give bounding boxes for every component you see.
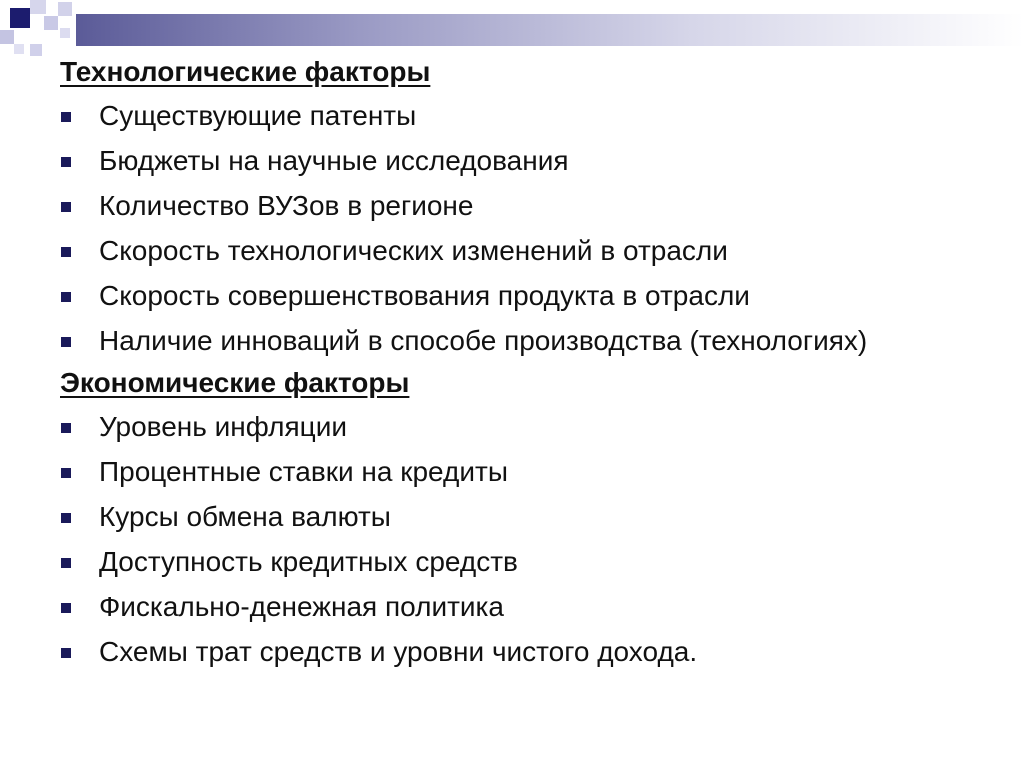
decor-square-lavender	[14, 44, 24, 54]
list-item-text: Доступность кредитных средств	[99, 546, 518, 577]
decor-square-lavender	[44, 16, 58, 30]
list-item	[60, 190, 969, 221]
list-item-text: Количество ВУЗов в регионе	[99, 190, 474, 221]
section-title: Экономические факторы	[60, 367, 410, 398]
decor-square-lavender	[30, 0, 46, 14]
list-item	[60, 325, 969, 356]
list-item-text: Наличие инноваций в способе производства (технологиях)	[99, 325, 868, 356]
square-bullet-icon	[61, 112, 71, 122]
square-bullet-icon	[61, 513, 71, 523]
square-bullet-icon	[61, 648, 71, 658]
square-bullet-icon	[61, 157, 71, 167]
decor-square-lavender	[60, 28, 70, 38]
square-bullet-icon	[61, 423, 71, 433]
square-bullet-icon	[61, 247, 71, 257]
list-item-text: Курсы обмена валюты	[99, 501, 391, 532]
list-item	[60, 280, 969, 311]
list-item-text: Уровень инфляции	[99, 411, 347, 442]
list-item	[60, 100, 969, 131]
decor-square-lavender	[58, 2, 72, 16]
list-item	[60, 636, 969, 667]
square-bullet-icon	[61, 468, 71, 478]
square-bullet-icon	[61, 202, 71, 212]
factor-list	[60, 100, 1010, 356]
list-item	[60, 235, 969, 266]
square-bullet-icon	[61, 603, 71, 613]
list-item-text: Схемы трат средств и уровни чистого дохода.	[99, 636, 698, 667]
section-technological-factors	[60, 54, 1010, 356]
list-item	[60, 456, 969, 487]
square-bullet-icon	[61, 558, 71, 568]
section-title: Технологические факторы	[60, 56, 431, 87]
slide-content	[60, 54, 1010, 667]
list-item-text: Фискально-денежная политика	[99, 591, 504, 622]
header-gradient-bar	[76, 14, 1024, 46]
list-item-text: Бюджеты на научные исследования	[99, 145, 569, 176]
list-item-text: Скорость совершенствования продукта в отрасли	[99, 280, 750, 311]
list-item	[60, 501, 969, 532]
list-item	[60, 411, 969, 442]
factor-list	[60, 411, 1010, 667]
list-item-text: Скорость технологических изменений в отрасли	[99, 235, 728, 266]
list-item	[60, 591, 969, 622]
list-item-text: Существующие патенты	[99, 100, 417, 131]
section-economic-factors	[60, 365, 1010, 667]
decor-square-lavender	[0, 30, 14, 44]
list-item	[60, 145, 969, 176]
decor-square-navy	[10, 8, 30, 28]
decor-square-lavender	[30, 44, 42, 56]
square-bullet-icon	[61, 337, 71, 347]
square-bullet-icon	[61, 292, 71, 302]
list-item	[60, 546, 969, 577]
list-item-text: Процентные ставки на кредиты	[99, 456, 508, 487]
